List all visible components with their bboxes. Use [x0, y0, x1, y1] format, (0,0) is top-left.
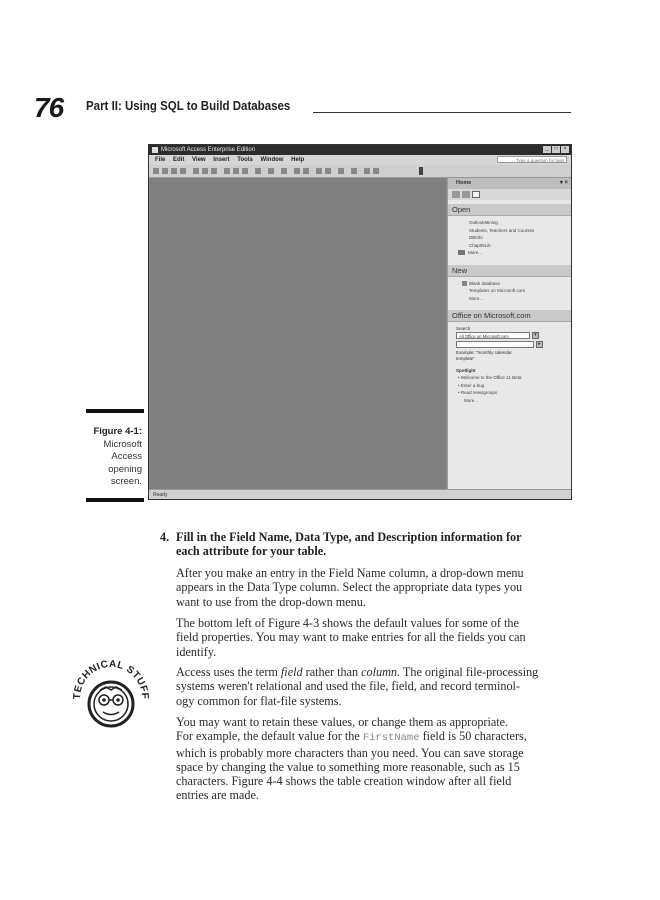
toolbar-end-icon — [419, 167, 423, 175]
text-line: You may want to retain these values, or change them as appropriate. — [176, 715, 509, 729]
paragraph — [176, 616, 576, 659]
figure-label: Figure 4-1: — [93, 426, 142, 437]
toolbar-options-icon[interactable] — [364, 168, 370, 174]
open-more-label: More... — [468, 250, 483, 255]
blank-database-link[interactable] — [448, 280, 572, 288]
caption-line: screen. — [110, 476, 142, 487]
home-icon[interactable] — [472, 191, 480, 198]
spotlight-item[interactable] — [448, 389, 572, 397]
access-window-screenshot — [148, 144, 572, 500]
open-section-heading: Open — [448, 204, 572, 216]
help-search-box[interactable]: Type a question for help — [497, 156, 567, 163]
paragraph — [176, 566, 576, 609]
copy-icon[interactable] — [233, 168, 239, 174]
analyze-icon[interactable] — [281, 168, 287, 174]
spotlight-item-label: Enter a bug — [460, 382, 485, 388]
toolbar-grip-icon[interactable] — [373, 168, 379, 174]
blank-database-icon — [462, 281, 467, 286]
maximize-icon[interactable]: □ — [552, 146, 560, 153]
bullet-icon: • — [458, 382, 461, 388]
text-run: The original file-processing — [400, 665, 539, 679]
text-line: which is probably more characters than you need. You can save storage — [176, 745, 524, 760]
search-label: Search — [456, 326, 471, 331]
cut-icon[interactable] — [224, 168, 230, 174]
step-line: each attribute for your table. — [176, 544, 327, 559]
undo-icon[interactable] — [255, 168, 261, 174]
mdi-workspace — [149, 178, 446, 491]
chevron-down-icon[interactable]: ▾ — [532, 332, 539, 339]
window-title: Microsoft Access Enterprise Edition — [161, 147, 256, 153]
spelling-icon[interactable] — [211, 168, 217, 174]
figure-caption — [86, 426, 142, 489]
search-input[interactable] — [456, 341, 534, 348]
caption-line: Microsoft — [103, 438, 142, 450]
menu-tools[interactable]: Tools — [237, 157, 253, 163]
text-line: ogy common for flat-file systems. — [176, 693, 342, 708]
print-icon[interactable] — [193, 168, 199, 174]
paragraph — [176, 715, 576, 803]
search-go-icon[interactable]: ▸ — [536, 341, 543, 348]
spotlight-item[interactable] — [448, 374, 572, 382]
search-example: Example: "monthly calendar template" — [456, 350, 512, 361]
menu-insert[interactable]: Insert — [213, 157, 230, 163]
folder-icon — [458, 250, 465, 255]
recent-file-item[interactable]: OutlookMining — [469, 220, 498, 225]
new-more-link[interactable]: More... — [469, 295, 484, 301]
spotlight-more-link[interactable]: More... — [464, 397, 479, 403]
recent-file-item[interactable]: DBInfo — [469, 235, 483, 240]
task-pane — [447, 178, 572, 491]
text-run: For example, the default value for the — [176, 729, 363, 744]
search-icon[interactable] — [180, 168, 186, 174]
task-pane-header — [448, 178, 572, 189]
office-assistant-icon[interactable] — [338, 168, 344, 174]
toolbar — [149, 165, 571, 178]
minimize-icon[interactable]: _ — [543, 146, 551, 153]
text-line: identify. — [176, 644, 217, 659]
text-line: The bottom left of Figure 4-3 shows the default values for some of the — [176, 616, 519, 630]
text-line: entries are made. — [176, 788, 259, 803]
links-icon[interactable] — [268, 168, 274, 174]
forward-icon[interactable] — [462, 191, 470, 198]
status-bar: Ready — [149, 489, 571, 499]
blank-database-label: Blank database — [469, 280, 501, 286]
spotlight-heading: Spotlight — [456, 368, 476, 373]
caption-bottom-rule — [86, 498, 144, 502]
new-icon[interactable] — [153, 168, 159, 174]
back-icon[interactable] — [452, 191, 460, 198]
office-section-heading: Office on Microsoft.com — [448, 310, 572, 322]
paragraph — [176, 665, 576, 708]
preview-icon[interactable] — [202, 168, 208, 174]
menu-view[interactable]: View — [192, 157, 206, 163]
spotlight-item-label: Welcome to the Office 11 Beta — [460, 375, 522, 380]
text-line: appears in the Data Type column. Select the appropriate data types you — [176, 580, 523, 595]
open-icon[interactable] — [162, 168, 168, 174]
code-icon[interactable] — [294, 168, 300, 174]
menu-file[interactable]: File — [155, 157, 166, 163]
caption-line: Access — [111, 451, 142, 462]
technical-stuff-art — [70, 650, 152, 732]
spotlight-item-label: Read newsgroups — [460, 390, 498, 395]
menu-bar — [149, 155, 571, 165]
menu-help[interactable]: Help — [291, 157, 305, 163]
new-section-heading: New — [448, 265, 572, 277]
open-more-link[interactable] — [448, 249, 572, 257]
text-line: space by changing the value to something more reasonable, such as 15 — [176, 759, 520, 774]
access-app-icon — [152, 147, 158, 153]
text-run: Access uses the term — [176, 665, 281, 679]
bullet-icon: • — [458, 390, 461, 395]
pane-close-icon[interactable]: ▾ × — [559, 180, 568, 186]
text-line: want to use from the drop-down menu. — [176, 594, 366, 609]
step-line: Fill in the Field Name, Data Type, and Description information for — [176, 530, 522, 544]
task-pane-title: Home — [456, 180, 472, 186]
task-pane-nav — [448, 189, 572, 200]
help-icon[interactable] — [351, 168, 357, 174]
new-object-icon[interactable] — [325, 168, 331, 174]
window-titlebar — [149, 145, 571, 155]
part-title: Part II: Using SQL to Build Databases — [86, 99, 291, 113]
search-scope-select[interactable]: All Office on Microsoft.com — [456, 332, 530, 339]
text-line: field properties. You may want to make entries for all the fields you can — [176, 630, 526, 645]
bullet-icon: • — [458, 375, 461, 380]
technical-stuff-label: TECHNICAL STUFF — [71, 658, 151, 700]
save-icon[interactable] — [171, 168, 177, 174]
caption-top-rule — [86, 409, 144, 413]
recent-file-item[interactable]: Students, Teachers and Courses — [469, 227, 535, 233]
properties-icon[interactable] — [303, 168, 309, 174]
menu-window[interactable]: Window — [260, 157, 284, 163]
spotlight-item[interactable] — [448, 382, 572, 390]
templates-link[interactable]: Templates on Microsoft.com — [469, 288, 526, 293]
text-line: characters. Figure 4-4 shows the table creation window after all field — [176, 774, 512, 789]
emphasis: column. — [361, 665, 401, 679]
technical-stuff-icon — [70, 650, 152, 732]
recent-file-item[interactable]: Chap05Lib — [469, 242, 491, 248]
relationships-icon[interactable] — [316, 168, 322, 174]
text-run: field is 50 characters, — [419, 729, 527, 744]
text-line: systems weren't relational and used the file, field, and record terminol- — [176, 679, 521, 694]
step-number: 4. — [160, 530, 170, 544]
menu-edit[interactable]: Edit — [173, 157, 185, 163]
code-term: FirstName — [362, 732, 420, 745]
paste-icon[interactable] — [242, 168, 248, 174]
step-heading — [160, 530, 575, 559]
text-line: After you make an entry in the Field Name column, a drop-down menu — [176, 566, 524, 580]
text-run: rather than — [302, 665, 362, 679]
close-icon[interactable]: × — [561, 146, 569, 153]
caption-line: opening — [108, 463, 142, 475]
emphasis: field — [280, 665, 303, 679]
header-rule — [313, 112, 571, 113]
page-number: 76 — [34, 92, 64, 123]
